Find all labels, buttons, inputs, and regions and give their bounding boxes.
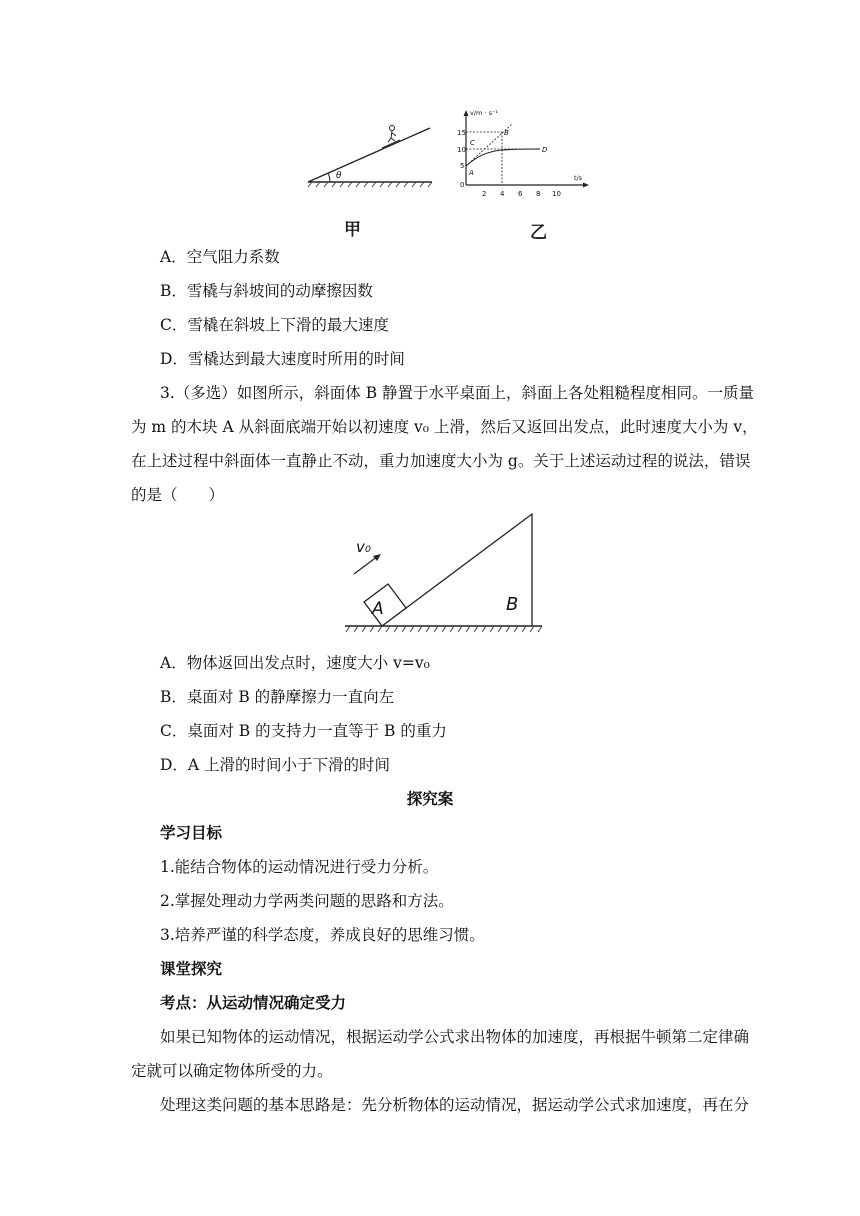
x-tick-label: 2 [482,190,487,198]
block-wedge-figure [340,508,550,640]
q3-stem-line: 为 m 的木块 A 从斜面底端开始以初速度 v₀ 上滑，然后又返回出发点，此时速度大小为 v， [131,418,758,436]
x-tick-label: 4 [500,190,505,198]
wedge-label: B [506,594,519,615]
y-tick-label: 5 [460,162,465,170]
q2-option-b: B．雪橇与斜坡间的动摩擦因数 [160,282,373,300]
q2-option-d: D．雪橇达到最大速度时所用的时间 [160,350,405,368]
block-label: A [372,599,384,619]
q3-stem-line: 的是（ ） [131,486,225,504]
point-label-b: B [504,129,509,137]
paragraph-line: 处理这类问题的基本思路是：先分析物体的运动情况，据运动学公式求加速度，再在分 [160,1096,750,1114]
y-tick-label: 15 [457,129,466,137]
q3-option-c: C．桌面对 B 的支持力一直等于 B 的重力 [160,722,447,740]
x-tick-label: 10 [552,190,561,198]
y-tick-label: 10 [457,146,466,154]
incline-figure [300,120,440,190]
paragraph-line: 如果已知物体的运动情况，根据运动学公式求出物体的加速度，再根据牛顿第二定律确 [160,1028,750,1046]
velocity-label: v₀ [356,538,371,556]
goals-heading: 学习目标 [160,824,223,842]
q2-option-c: C．雪橇在斜坡上下滑的最大速度 [160,316,389,334]
y-axis-label: v/m · s⁻¹ [470,109,498,117]
point-label-a: A [469,169,474,177]
paragraph-line: 定就可以确定物体所受的力。 [131,1062,333,1080]
kaodian-heading: 考点：从运动情况确定受力 [160,994,347,1012]
x-tick-label: 8 [536,190,541,198]
q3-stem-line: 3.（多选）如图所示，斜面体 B 静置于水平桌面上，斜面上各处粗糙程度相同。一质量 [160,384,755,402]
figure-label-jia: 甲 [344,220,361,240]
x-tick-label: 6 [518,190,523,198]
q2-option-a: A．空气阻力系数 [160,248,280,266]
velocity-time-graph [448,108,598,200]
point-label-d: D [542,146,548,154]
q3-stem-line: 在上述过程中斜面体一直静止不动，重力加速度大小为 g。关于上述运动过程的说法，错误 [131,452,751,470]
velocity-arrow-icon [354,554,381,574]
block-a [364,584,406,626]
q3-option-d: D．A 上滑的时间小于下滑的时间 [160,756,391,774]
point-label-c: C [470,139,475,147]
section-title: 探究案 [406,790,454,808]
y-tick-label: 0 [460,181,465,189]
figure-label-yi: 乙 [530,223,547,243]
goal-item: 3.培养严谨的科学态度，养成良好的思维习惯。 [160,926,485,944]
x-axis-label: t/s [574,174,583,182]
goal-item: 1.能结合物体的运动情况进行受力分析。 [160,858,439,876]
q3-option-b: B．桌面对 B 的静摩擦力一直向左 [160,688,395,706]
q3-option-a: A．物体返回出发点时，速度大小 v=v₀ [160,654,430,672]
angle-label: θ [336,171,342,181]
class-heading: 课堂探究 [160,960,223,978]
goal-item: 2.掌握处理动力学两类问题的思路和方法。 [160,892,454,910]
